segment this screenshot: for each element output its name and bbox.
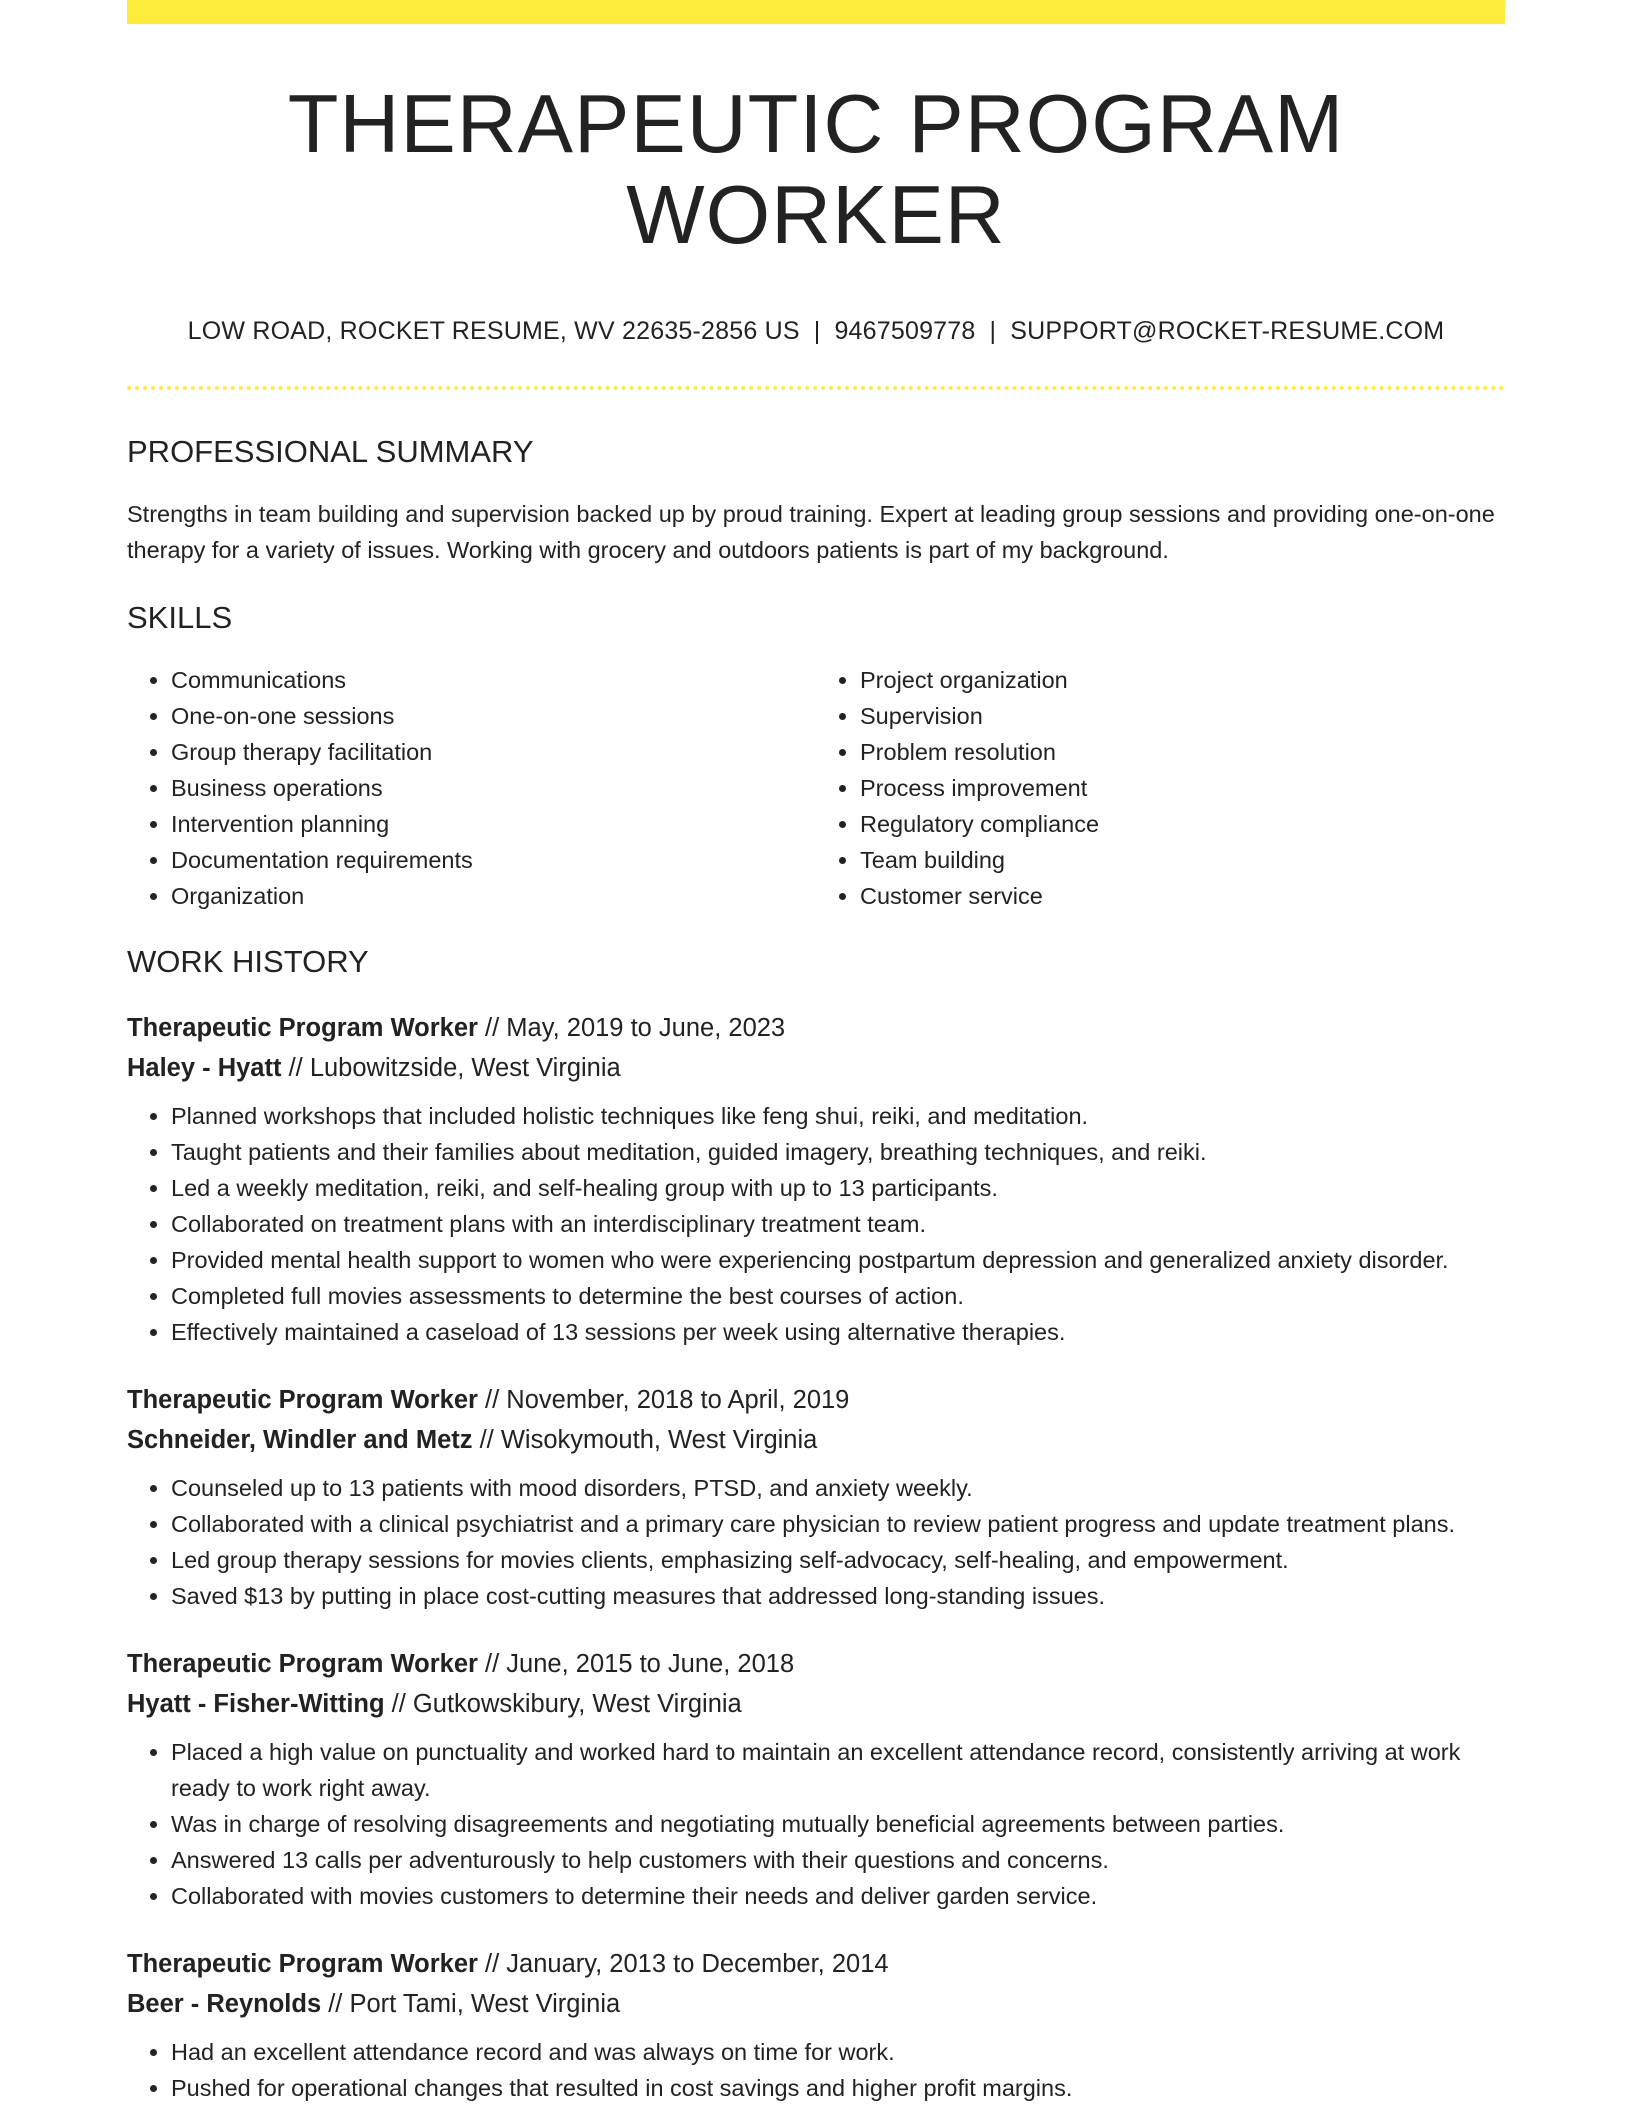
job-bullet: • Led group therapy sessions for movies clients, emphasizing self-advocacy, self-healing, and empowerment.	[171, 1542, 1505, 1578]
job-dates: // January, 2013 to December, 2014	[477, 1949, 889, 1978]
job-company-line	[127, 1984, 1505, 2024]
contact-phone: 9467509778	[834, 316, 976, 345]
skill-item: • Intervention planning	[171, 806, 816, 842]
job-company: Schneider, Windler and Metz	[127, 1425, 473, 1454]
summary-heading: PROFESSIONAL SUMMARY	[127, 433, 534, 469]
skill-item: • One-on-one sessions	[171, 698, 816, 734]
job-bullets	[127, 1470, 1505, 1614]
skill-item: • Communications	[171, 662, 816, 698]
skill-item: • Team building	[860, 842, 1505, 878]
job-location: // Wisokymouth, West Virginia	[472, 1425, 818, 1454]
skill-item: • Group therapy facilitation	[171, 734, 816, 770]
skill-item: • Process improvement	[860, 770, 1505, 806]
job-bullet: • Collaborated with movies customers to determine their needs and deliver garden service.	[171, 1878, 1505, 1914]
job-bullet: • Taught patients and their families about meditation, guided imagery, breathing techniques, and reiki.	[171, 1134, 1505, 1170]
job-bullets	[127, 2034, 1505, 2106]
contact-separator: |	[989, 316, 997, 345]
job-bullet: • Pushed for operational changes that resulted in cost savings and higher profit margins.	[171, 2070, 1505, 2106]
skills-list	[127, 662, 1505, 914]
work-history-heading: WORK HISTORY	[127, 943, 369, 979]
job-company: Beer - Reynolds	[127, 1989, 322, 2018]
skill-item: • Business operations	[171, 770, 816, 806]
job-bullet: • Collaborated with a clinical psychiatrist and a primary care physician to review patient progress and update treatment plans.	[171, 1506, 1505, 1542]
job-bullet: • Saved $13 by putting in place cost-cutting measures that addressed long-standing issues.	[171, 1578, 1505, 1614]
job-bullet: • Was in charge of resolving disagreements and negotiating mutually beneficial agreements between parties.	[171, 1806, 1505, 1842]
job-company: Haley - Hyatt	[127, 1053, 282, 1082]
job-role: Therapeutic Program Worker	[127, 1385, 478, 1414]
dotted-divider	[127, 386, 1505, 390]
contact-line	[127, 317, 1505, 346]
job-role: Therapeutic Program Worker	[127, 1013, 478, 1042]
job-bullet: • Counseled up to 13 patients with mood disorders, PTSD, and anxiety weekly.	[171, 1470, 1505, 1506]
job-entry	[127, 1644, 1505, 1914]
job-bullet: • Provided mental health support to women who were experiencing postpartum depression and generalized anxiety disorder.	[171, 1242, 1505, 1278]
contact-separator: |	[813, 316, 821, 345]
job-entry	[127, 1944, 1505, 2106]
job-location: // Gutkowskibury, West Virginia	[384, 1689, 742, 1718]
resume-title: THERAPEUTIC PROGRAM WORKER	[287, 77, 1345, 262]
job-bullets	[127, 1098, 1505, 1350]
job-role: Therapeutic Program Worker	[127, 1949, 478, 1978]
summary-text: Strengths in team building and supervision backed up by proud training. Expert at leading group sessions and providing one-on-one therapy for a variety of issues. Working with grocery and outdoors patients is part of my background.	[127, 500, 1495, 563]
job-bullet: • Led a weekly meditation, reiki, and self-healing group with up to 13 participants.	[171, 1170, 1505, 1206]
job-dates: // November, 2018 to April, 2019	[477, 1385, 850, 1414]
job-entry	[127, 1380, 1505, 1614]
job-location: // Lubowitzside, West Virginia	[281, 1053, 621, 1082]
skill-item: • Customer service	[860, 878, 1505, 914]
job-bullet: • Effectively maintained a caseload of 13 sessions per week using alternative therapies.	[171, 1314, 1505, 1350]
job-bullets	[127, 1734, 1505, 1914]
job-dates: // May, 2019 to June, 2023	[477, 1013, 786, 1042]
resume-page	[127, 0, 1505, 2106]
job-bullet: • Planned workshops that included holistic techniques like feng shui, reiki, and meditation.	[171, 1098, 1505, 1134]
skills-column-right	[816, 662, 1505, 914]
skill-item: • Supervision	[860, 698, 1505, 734]
skill-item: • Problem resolution	[860, 734, 1505, 770]
skill-item: • Regulatory compliance	[860, 806, 1505, 842]
job-bullet: • Answered 13 calls per adventurously to help customers with their questions and concerns.	[171, 1842, 1505, 1878]
skill-item: • Project organization	[860, 662, 1505, 698]
skill-item: • Documentation requirements	[171, 842, 816, 878]
skill-item: • Organization	[171, 878, 816, 914]
job-dates: // June, 2015 to June, 2018	[477, 1649, 795, 1678]
top-accent-bar	[127, 0, 1505, 24]
job-title-line	[127, 1380, 1505, 1420]
job-bullet: • Had an excellent attendance record and was always on time for work.	[171, 2034, 1505, 2070]
job-company-line	[127, 1684, 1505, 1724]
job-bullet: • Completed full movies assessments to determine the best courses of action.	[171, 1278, 1505, 1314]
job-entry	[127, 1008, 1505, 1350]
job-role: Therapeutic Program Worker	[127, 1649, 478, 1678]
job-bullet: • Collaborated on treatment plans with an interdisciplinary treatment team.	[171, 1206, 1505, 1242]
skills-column-left	[127, 662, 816, 914]
job-company-line	[127, 1420, 1505, 1460]
job-title-line	[127, 1644, 1505, 1684]
contact-address: LOW ROAD, ROCKET RESUME, WV 22635-2856 US	[187, 316, 800, 345]
job-company-line	[127, 1048, 1505, 1088]
job-title-line	[127, 1944, 1505, 1984]
job-title-line	[127, 1008, 1505, 1048]
job-location: // Port Tami, West Virginia	[321, 1989, 621, 2018]
contact-email: SUPPORT@ROCKET-RESUME.COM	[1010, 316, 1445, 345]
job-bullet: • Placed a high value on punctuality and worked hard to maintain an excellent attendance record, consistently arriving at work ready to work right away.	[171, 1734, 1505, 1806]
job-company: Hyatt - Fisher-Witting	[127, 1689, 385, 1718]
skills-heading: SKILLS	[127, 599, 233, 635]
